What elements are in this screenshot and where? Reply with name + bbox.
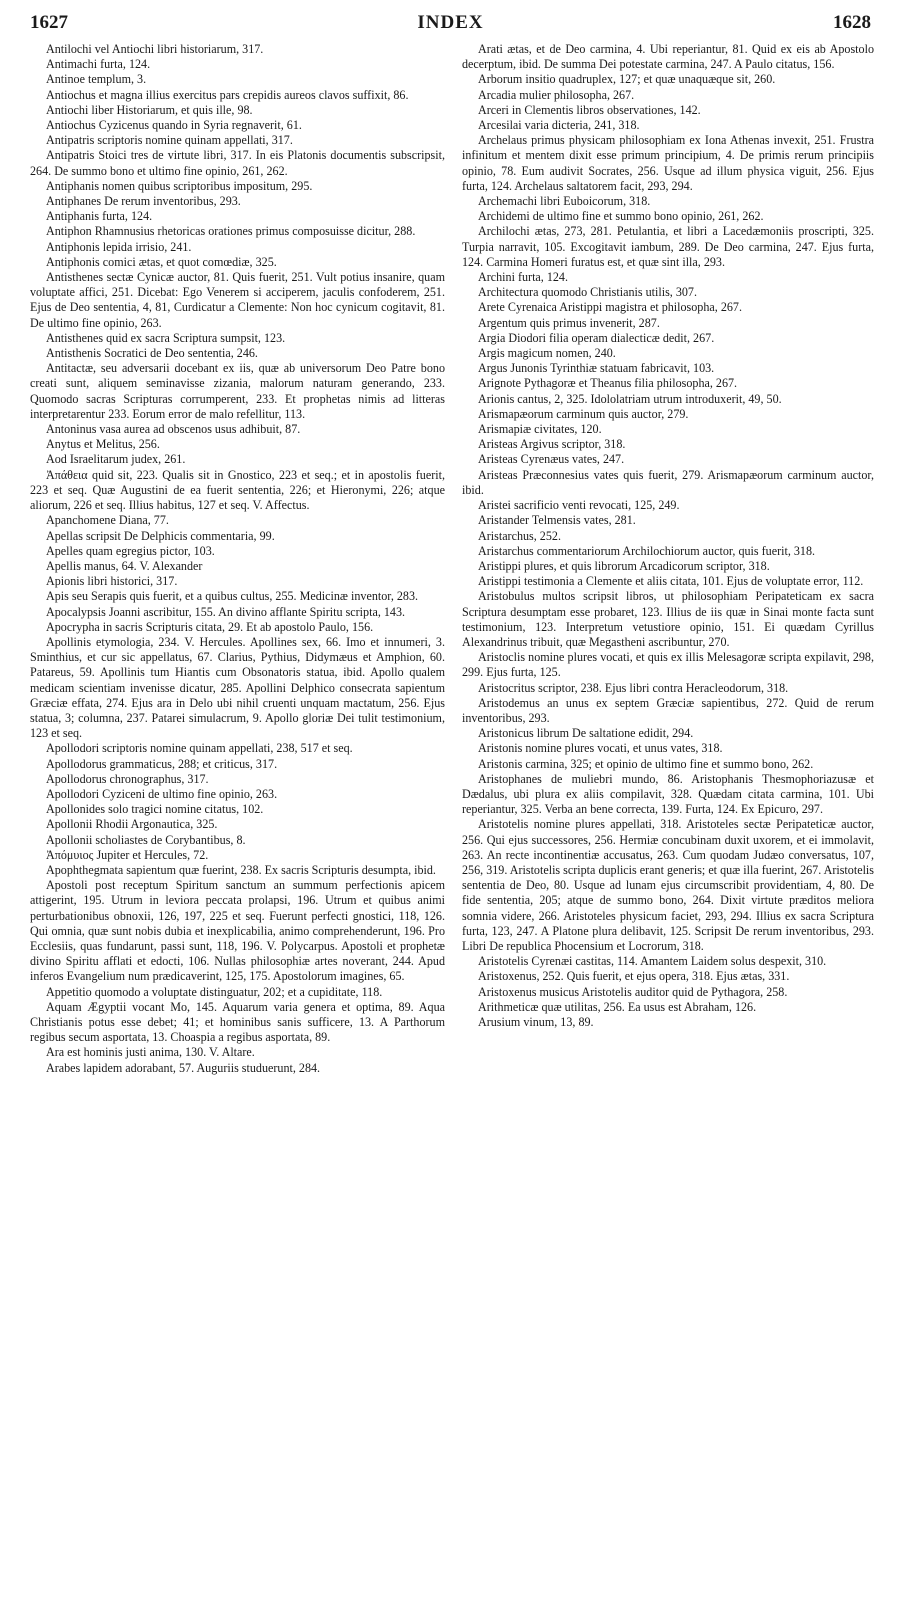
index-entry: Argus Junonis Tyrinthiæ statuam fabricavit, 103. — [478, 361, 715, 376]
index-entry: Arionis cantus, 2, 325. Idololatriam utrum introduxerit, 49, 50. — [478, 391, 782, 406]
index-entry: Apellis manus, 64. V. Alexander — [46, 558, 203, 573]
index-entry: Antitactæ, seu adversarii docebant ex iis, quæ ab universorum Deo Patre bono creati sunt, aliquem seminavisse zizania, malorum naturam generando, 233. Quomodo sacras Scripturas corrumperent, 233. Et prophetas nimis ad litteras interpretarentur 233. Eorum error de malo refellitur, 113. — [30, 361, 445, 421]
index-entry: Apollodori Cyziceni de ultimo fine opinio, 263. — [46, 786, 278, 801]
index-entry: Archilochi ætas, 273, 281. Petulantia, et libri a Lacedæmoniis proscripti, 325. Turpia narravit, 105. Excogitavit iambum, 289. De Deo carmina, 247. Ejus furta, 124. Carmina Homeri furatus est, et quæ sint illa, 293. — [462, 224, 874, 269]
index-entry: Antiphanis nomen quibus scriptoribus impositum, 295. — [46, 178, 313, 193]
index-entry: Architectura quomodo Christianis utilis, 307. — [478, 285, 698, 300]
index-entry: Apollodorus grammaticus, 288; et criticus, 317. — [46, 756, 278, 771]
index-entry: Aquam Ægyptii vocant Mo, 145. Aquarum varia genera et optima, 89. Aqua Christianis potus esse debet; 41; et hominibus sanis sufficere, 13. A Parthorum regibus secum asportata, 13. Choaspia a regibus asportata, 89. — [30, 999, 445, 1045]
index-entry: Aod Israelitarum judex, 261. — [46, 452, 186, 467]
index-entry: Aristotelis Cyrenæi castitas, 114. Amantem Laidem solus despexit, 310. — [478, 954, 827, 969]
index-entry: Arcesilai varia dicteria, 241, 318. — [478, 118, 640, 133]
index-entry: Arismapiæ civitates, 120. — [478, 422, 602, 437]
index-entry: Antiphonis lepida irrisio, 241. — [46, 239, 192, 254]
index-entry: Arabes lapidem adorabant, 57. Auguriis studuerunt, 284. — [46, 1060, 321, 1075]
index-entry: Aristei sacrificio venti revocati, 125, 249. — [478, 498, 680, 513]
index-entry: Antiphon Rhamnusius rhetoricas orationes primus composuisse dicitur, 288. — [46, 224, 416, 239]
page-number-left: 1627 — [30, 12, 68, 33]
index-entry: Antinoe templum, 3. — [46, 72, 147, 87]
index-entry: Aristeas Argivus scriptor, 318. — [478, 437, 626, 452]
index-entry: Aristophanes de muliebri mundo, 86. Aristophanis Thesmophoriazusæ et Dædalus, ubi plura ex aliis compilavit, 328. Quædam citata carmina, 101. Ubi reperiantur, 325. Verba an bene correcta, 139. Furta, 124. Ex Epicuro, 297. — [462, 771, 874, 817]
index-entry: Aristonis nomine plures vocati, et unus vates, 318. — [478, 741, 723, 756]
index-entry: Aristoxenus musicus Aristotelis auditor quid de Pythagora, 258. — [478, 984, 788, 999]
index-entry: Appetitio quomodo a voluptate distinguatur, 202; et a cupiditate, 118. — [46, 984, 383, 999]
index-entry: Apollonii scholiastes de Corybantibus, 8. — [46, 832, 246, 847]
index-entry: Apollonii Rhodii Argonautica, 325. — [46, 817, 218, 832]
index-entry: Antiphanis furta, 124. — [46, 209, 153, 224]
index-entry: Arceri in Clementis libros observationes, 142. — [478, 102, 701, 117]
index-entry: Ἀπόμυιος Jupiter et Hercules, 72. — [46, 847, 209, 862]
index-entry: Aristoclis nomine plures vocati, et quis ex illis Melesagoræ scripta expilavit, 298, 299. Ejus furta, 125. — [462, 650, 874, 680]
index-entry: Aristoxenus, 252. Quis fuerit, et ejus opera, 318. Ejus ætas, 331. — [478, 969, 790, 984]
index-entry: Arati ætas, et de Deo carmina, 4. Ubi reperiantur, 81. Quid ex eis ab Apostolo decerptum, ibid. De summa Dei potestate carmina, 247. A Paulo citatus, 156. — [462, 42, 874, 72]
index-entry: Apocalypsis Joanni ascribitur, 155. An divino afflante Spiritu scripta, 143. — [46, 604, 406, 619]
left-column — [30, 42, 445, 1572]
index-entry: Apelles quam egregius pictor, 103. — [46, 543, 215, 558]
index-entry: Antipatris Stoici tres de virtute libri, 317. In eis Platonis documentis subscripsit, 264. De summo bono et ultimo fine opinio, 261, 262. — [30, 148, 445, 178]
index-entry: Aristander Telmensis vates, 281. — [478, 513, 636, 528]
index-entry: Aristonicus librum De saltatione edidit, 294. — [478, 726, 694, 741]
index-entry: Apanchomene Diana, 77. — [46, 513, 169, 528]
index-entry: Aristarchus commentariorum Archilochiorum auctor, quis fuerit, 318. — [478, 543, 816, 558]
index-entry: Apis seu Serapis quis fuerit, et a quibus cultus, 255. Medicinæ inventor, 283. — [46, 589, 419, 604]
index-entry: Aristonis carmina, 325; et opinio de ultimo fine et summo bono, 262. — [478, 756, 814, 771]
index-entry: Aristocritus scriptor, 238. Ejus libri contra Heracleodorum, 318. — [478, 680, 789, 695]
index-entry: Antisthenes quid ex sacra Scriptura sumpsit, 123. — [46, 330, 286, 345]
index-entry: Apollodori scriptoris nomine quinam appellati, 238, 517 et seq. — [46, 741, 353, 756]
index-entry: Apellas scripsit De Delphicis commentaria, 99. — [46, 528, 275, 543]
index-entry: Archini furta, 124. — [478, 270, 569, 285]
index-entry: Antoninus vasa aurea ad obscenos usus adhibuit, 87. — [46, 422, 301, 437]
index-entry: Antisthenis Socratici de Deo sententia, 246. — [46, 346, 258, 361]
index-entry: Argis magicum nomen, 240. — [478, 346, 616, 361]
index-entry: Archidemi de ultimo fine et summo bono opinio, 261, 262. — [478, 209, 764, 224]
index-entry: Aristarchus, 252. — [478, 528, 561, 543]
index-entry: Antisthenes sectæ Cynicæ auctor, 81. Quis fuerit, 251. Vult potius insanire, quam voluptate affici, 251. Dicebat: Ego Venerem si acciperem, jaculis confoderem, 251. Ejus de Deo sententia, 4, 81, Curdicatur a Clemente: Non hoc cynicum cogitavit, 81. De ultimo fine opinio, 263. — [30, 270, 445, 330]
index-entry: Antiphonis comici ætas, et quot comœdiæ, 325. — [46, 254, 277, 269]
index-entry: Apocrypha in sacris Scripturis citata, 29. Et ab apostolo Paulo, 156. — [46, 619, 374, 634]
index-entry: Anytus et Melitus, 256. — [46, 437, 160, 452]
index-entry: Archemachi libri Euboicorum, 318. — [478, 194, 651, 209]
index-entry: Antilochi vel Antiochi libri historiarum, 317. — [46, 42, 264, 56]
index-entry: Antiphanes De rerum inventoribus, 293. — [46, 194, 241, 209]
index-entry: Apollinis etymologia, 234. V. Hercules. Apollines sex, 66. Imo et innumeri, 3. Sminthius, et cur sic appellatus, 67. Clarius, Pythius, Didymæus et Amphion, 60. Patareus, 59. Apollinis tum Hiantis cum Obsonatoris statua, ibid. Apollo qualem medicam scientiam invenisse dicatur, 285. Apollini Delphico consecrata sapientum Græciæ effata, 274. Ejus ara in Delo ubi nihil cruenti unquam mactatum, 256. Ejus statua, 3; columna, 237. Patarei simulacrum, 9. Apollo gloriæ Dei tulit testimonium, 123 et seq. — [30, 634, 445, 741]
index-entry: Arismapæorum carminum quis auctor, 279. — [478, 406, 689, 421]
index-entry: Archelaus primus physicam philosophiam ex Iona Athenas invexit, 251. Frustra infinitum et mentem dixit esse primum principium, 4. De primis rerum principiis opinio, 78. Eum audivit Socrates, 256. Usque ad illum physica viguit, 256. Ejus furta, 124. Archelaus saltatorem facit, 293, 294. — [462, 133, 874, 193]
index-entry: Aristeas Præconnesius vates quis fuerit, 279. Arismapæorum carminum auctor, ibid. — [462, 467, 874, 497]
index-entry: Argia Diodori filia operam dialecticæ dedit, 267. — [478, 330, 715, 345]
index-entry: Aristippi testimonia a Clemente et aliis citata, 101. Ejus de voluptate error, 112. — [478, 574, 864, 589]
index-entry: Apophthegmata sapientum quæ fuerint, 238. Ex sacris Scripturis desumpta, ibid. — [46, 862, 436, 877]
index-entry: Arithmeticæ quæ utilitas, 256. Ea usus est Abraham, 126. — [478, 999, 757, 1014]
index-entry: Arusium vinum, 13, 89. — [478, 1015, 594, 1029]
index-entry: Argentum quis primus invenerit, 287. — [478, 315, 660, 330]
index-entry: Apollodorus chronographus, 317. — [46, 771, 209, 786]
index-entry: Arcadia mulier philosopha, 267. — [478, 87, 635, 102]
index-entry: Aristippi plures, et quis librorum Arcadicorum scriptor, 318. — [478, 558, 770, 573]
index-entry: Antipatris scriptoris nomine quinam appellati, 317. — [46, 133, 293, 148]
index-entry: Arborum insitio quadruplex, 127; et quæ unaquæque sit, 260. — [478, 72, 776, 87]
index-entry: Apionis libri historici, 317. — [46, 574, 178, 589]
index-entry: Antimachi furta, 124. — [46, 57, 151, 72]
page-number-right: 1628 — [833, 12, 871, 33]
index-entry: Apollonides solo tragici nomine citatus, 102. — [46, 802, 264, 817]
page-header — [30, 12, 871, 42]
index-entry: Aristobulus multos scripsit libros, ut philosophiam Peripateticam ex sacra Scriptura desumptam esse probaret, 123. Illius de iis quæ in Sinai monte facta sunt testimonium, 123. Interpretum vetustiore opinio, 151. Ei quædam Cyrillus Alexandrinus tribuit, quæ Megastheni ascribuntur, 270. — [462, 589, 874, 649]
index-entry: Arignote Pythagoræ et Theanus filia philosopha, 267. — [478, 376, 738, 391]
index-entry: Antiochi liber Historiarum, et quis ille, 98. — [46, 102, 253, 117]
index-entry: Aristeas Cyrenæus vates, 247. — [478, 452, 625, 467]
index-entry: Aristodemus an unus ex septem Græciæ sapientibus, 272. Quid de rerum inventoribus, 293. — [462, 695, 874, 725]
index-entry: Aristotelis nomine plures appellati, 318. Aristoteles sectæ Peripateticæ auctor, 256. Qui ejus successores, 256. Hermiæ concubinam duxit uxorem, et ei immolavit, 263. An recte incontinentiæ accusatus, 263. Cum quodam Judæo conversatus, 107, 256, 319. Aristotelis scripta duplicis erant generis; et quæ illa fuerint, 267. Aristotelis sententia de Deo, 80. Usque ad lunam ejus circumscribit providentiam, 4, 80. De fide sententia, 205; atque de summo bono, 264. Dixit virtute præditos meliora somnia videre, 266. Aristoteles physicum faciet, 293, 294. Illius ex sacra Scriptura furta, 123, 247. A Platone plura delibavit, 125. Scripsit De rerum inventoribus, 293. Libri De republica Phocensium et Locrorum, 318. — [462, 817, 874, 953]
index-entry: Antiochus et magna illius exercitus pars crepidis aureos clavos suffixit, 86. — [46, 87, 409, 102]
index-entry: Arete Cyrenaica Aristippi magistra et philosopha, 267. — [478, 300, 742, 315]
index-entry: Ἀπάθεια quid sit, 223. Qualis sit in Gnostico, 223 et seq.; et in apostolis fuerit, 223 et seq. Quæ Augustini de ea fuerit sententia, 226; et Hieronymi, 226; atque aliorum, 226 et seq. Illius habitus, 127 et seq. V. Affectus. — [30, 467, 445, 513]
index-entry: Antiochus Cyzicenus quando in Syria regnaverit, 61. — [46, 118, 302, 133]
right-column — [462, 42, 874, 1572]
page-title: INDEX — [417, 12, 484, 33]
index-entry: Apostoli post receptum Spiritum sanctum an summum perfectionis apicem attigerint, 195. Utrum in leviora peccata prolapsi, 196. Utrum et quibus animi perturbationibus obnoxii, 126, 197, 225 et seq. Fuerunt perfecti gnostici, 118, 126. Qui omnia, quæ sunt nobis dubia et inexplicabilia, animo comprehenderunt, 196. Pro Ecclesiis, quas fundarunt, passi sunt, 118, 196. V. Polycarpus. Apostoli et prophetæ divino Spiritu afflati et edocti, 106. Nullas philosophiæ artes noverant, 244. Apud inferos Evangelium num prædicaverint, 125, 175. Apostolorum imagines, 65. — [30, 878, 445, 984]
index-entry: Ara est hominis justi anima, 130. V. Altare. — [46, 1045, 255, 1060]
